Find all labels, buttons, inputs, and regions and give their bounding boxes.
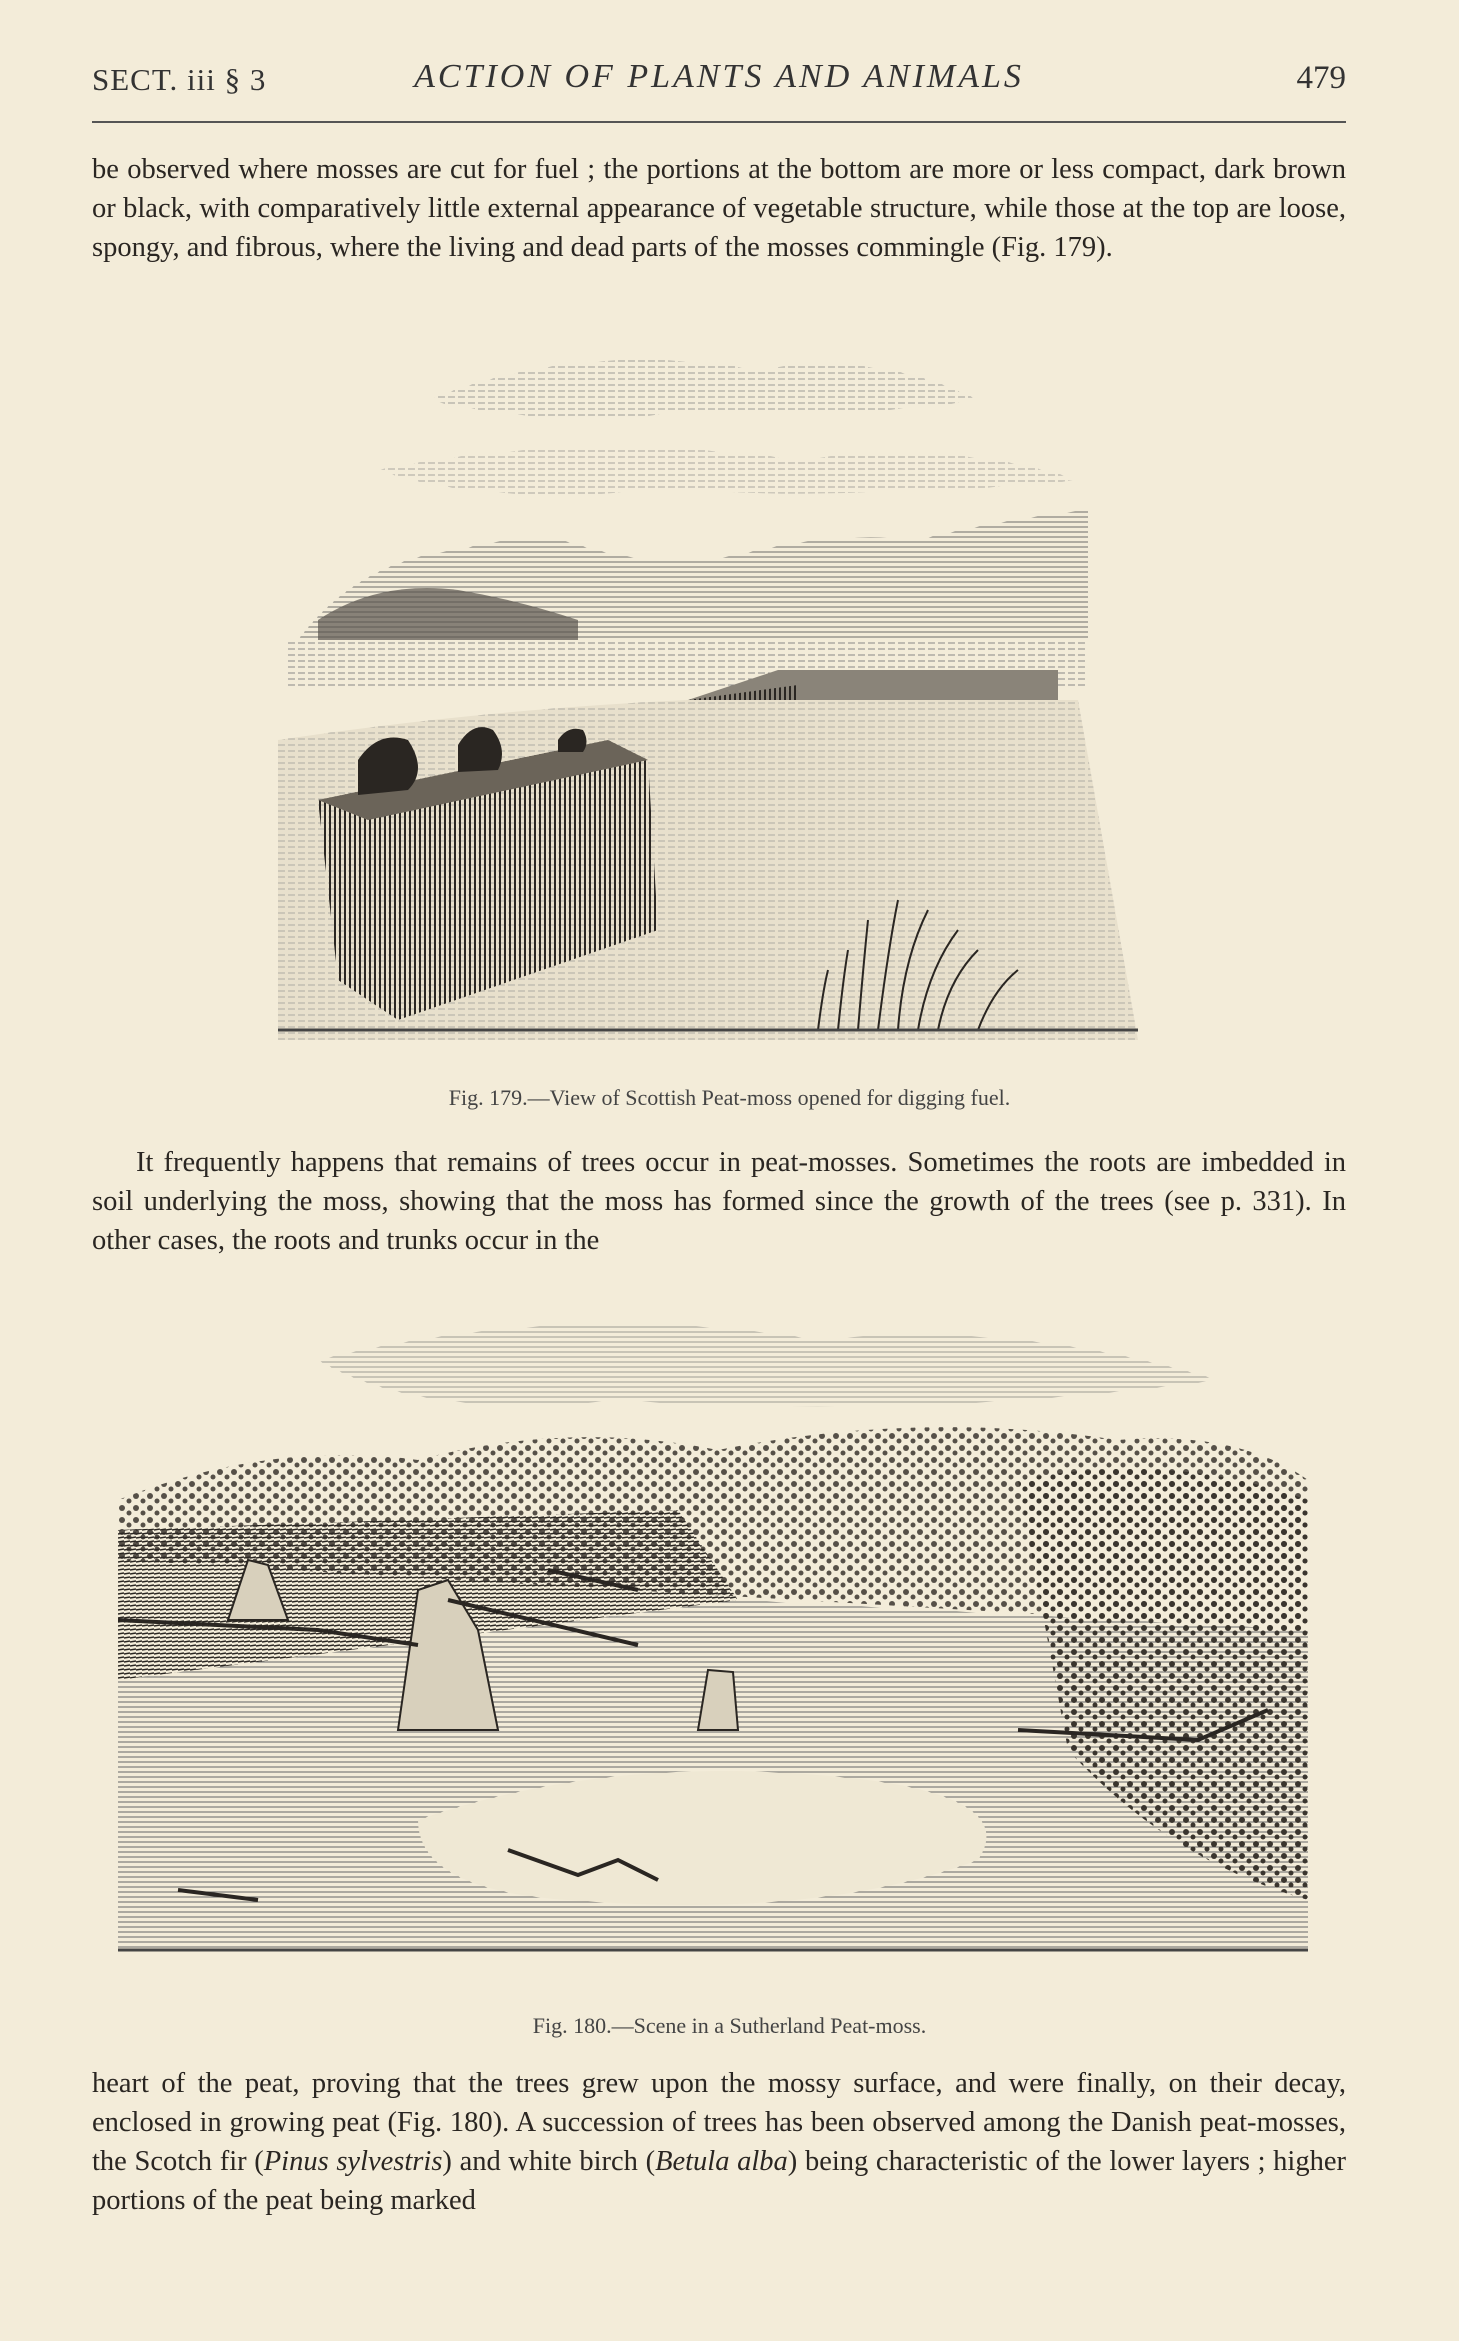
paragraph-1: be observed where mosses are cut for fuel ; the portions at the bottom are more or less compact, dark brown or black, with comparatively little external appearance of vegetable structure, while those at the top are loose, spongy, and fibrous, where the living and dead parts of the mosses commingle (Fig. 179). (92, 154, 1346, 263)
header-rule (92, 121, 1346, 123)
species-pinus-sylvestris: Pinus sylvestris (263, 2146, 443, 2177)
species-betula-alba: Betula alba (655, 2146, 788, 2177)
running-head (92, 58, 1346, 108)
section-label: SECT. iii § 3 (92, 62, 267, 97)
figure-180-illustration (118, 1300, 1318, 2000)
paragraph-3-text-e: ) being characteristic of the lower layers ; higher portions of the peat being marked (92, 2146, 1346, 2216)
figure-180-caption: Fig. 180.—Scene in a Sutherland Peat-moss. (532, 2013, 927, 2038)
figure-179-caption: Fig. 179.—View of Scottish Peat-moss opened for digging fuel. (448, 1085, 1011, 1110)
paragraph-3-text-c: ) and white birch ( (442, 2146, 656, 2177)
page-number: 479 (1296, 60, 1346, 96)
paragraph-3 (92, 2064, 1346, 2220)
figure-179-illustration (278, 340, 1158, 1060)
paragraph-2: It frequently happens that remains of trees occur in peat-mosses. Sometimes the roots are imbedded in soil underlying the moss, showing that the moss has formed since the growth of the trees (see p. 331). In other cases, the roots and trunks occur in the (92, 1147, 1346, 1256)
chapter-title: ACTION OF PLANTS AND ANIMALS (414, 58, 1024, 95)
paragraph-3-text-a: heart of the peat, proving that the trees grew upon the mossy surface, and were finally, on their decay, enclosed in growing peat (Fig. 180). A succession of trees has been observed among the Danish peat-mosses, the Scotch fir ( (92, 2068, 1346, 2177)
